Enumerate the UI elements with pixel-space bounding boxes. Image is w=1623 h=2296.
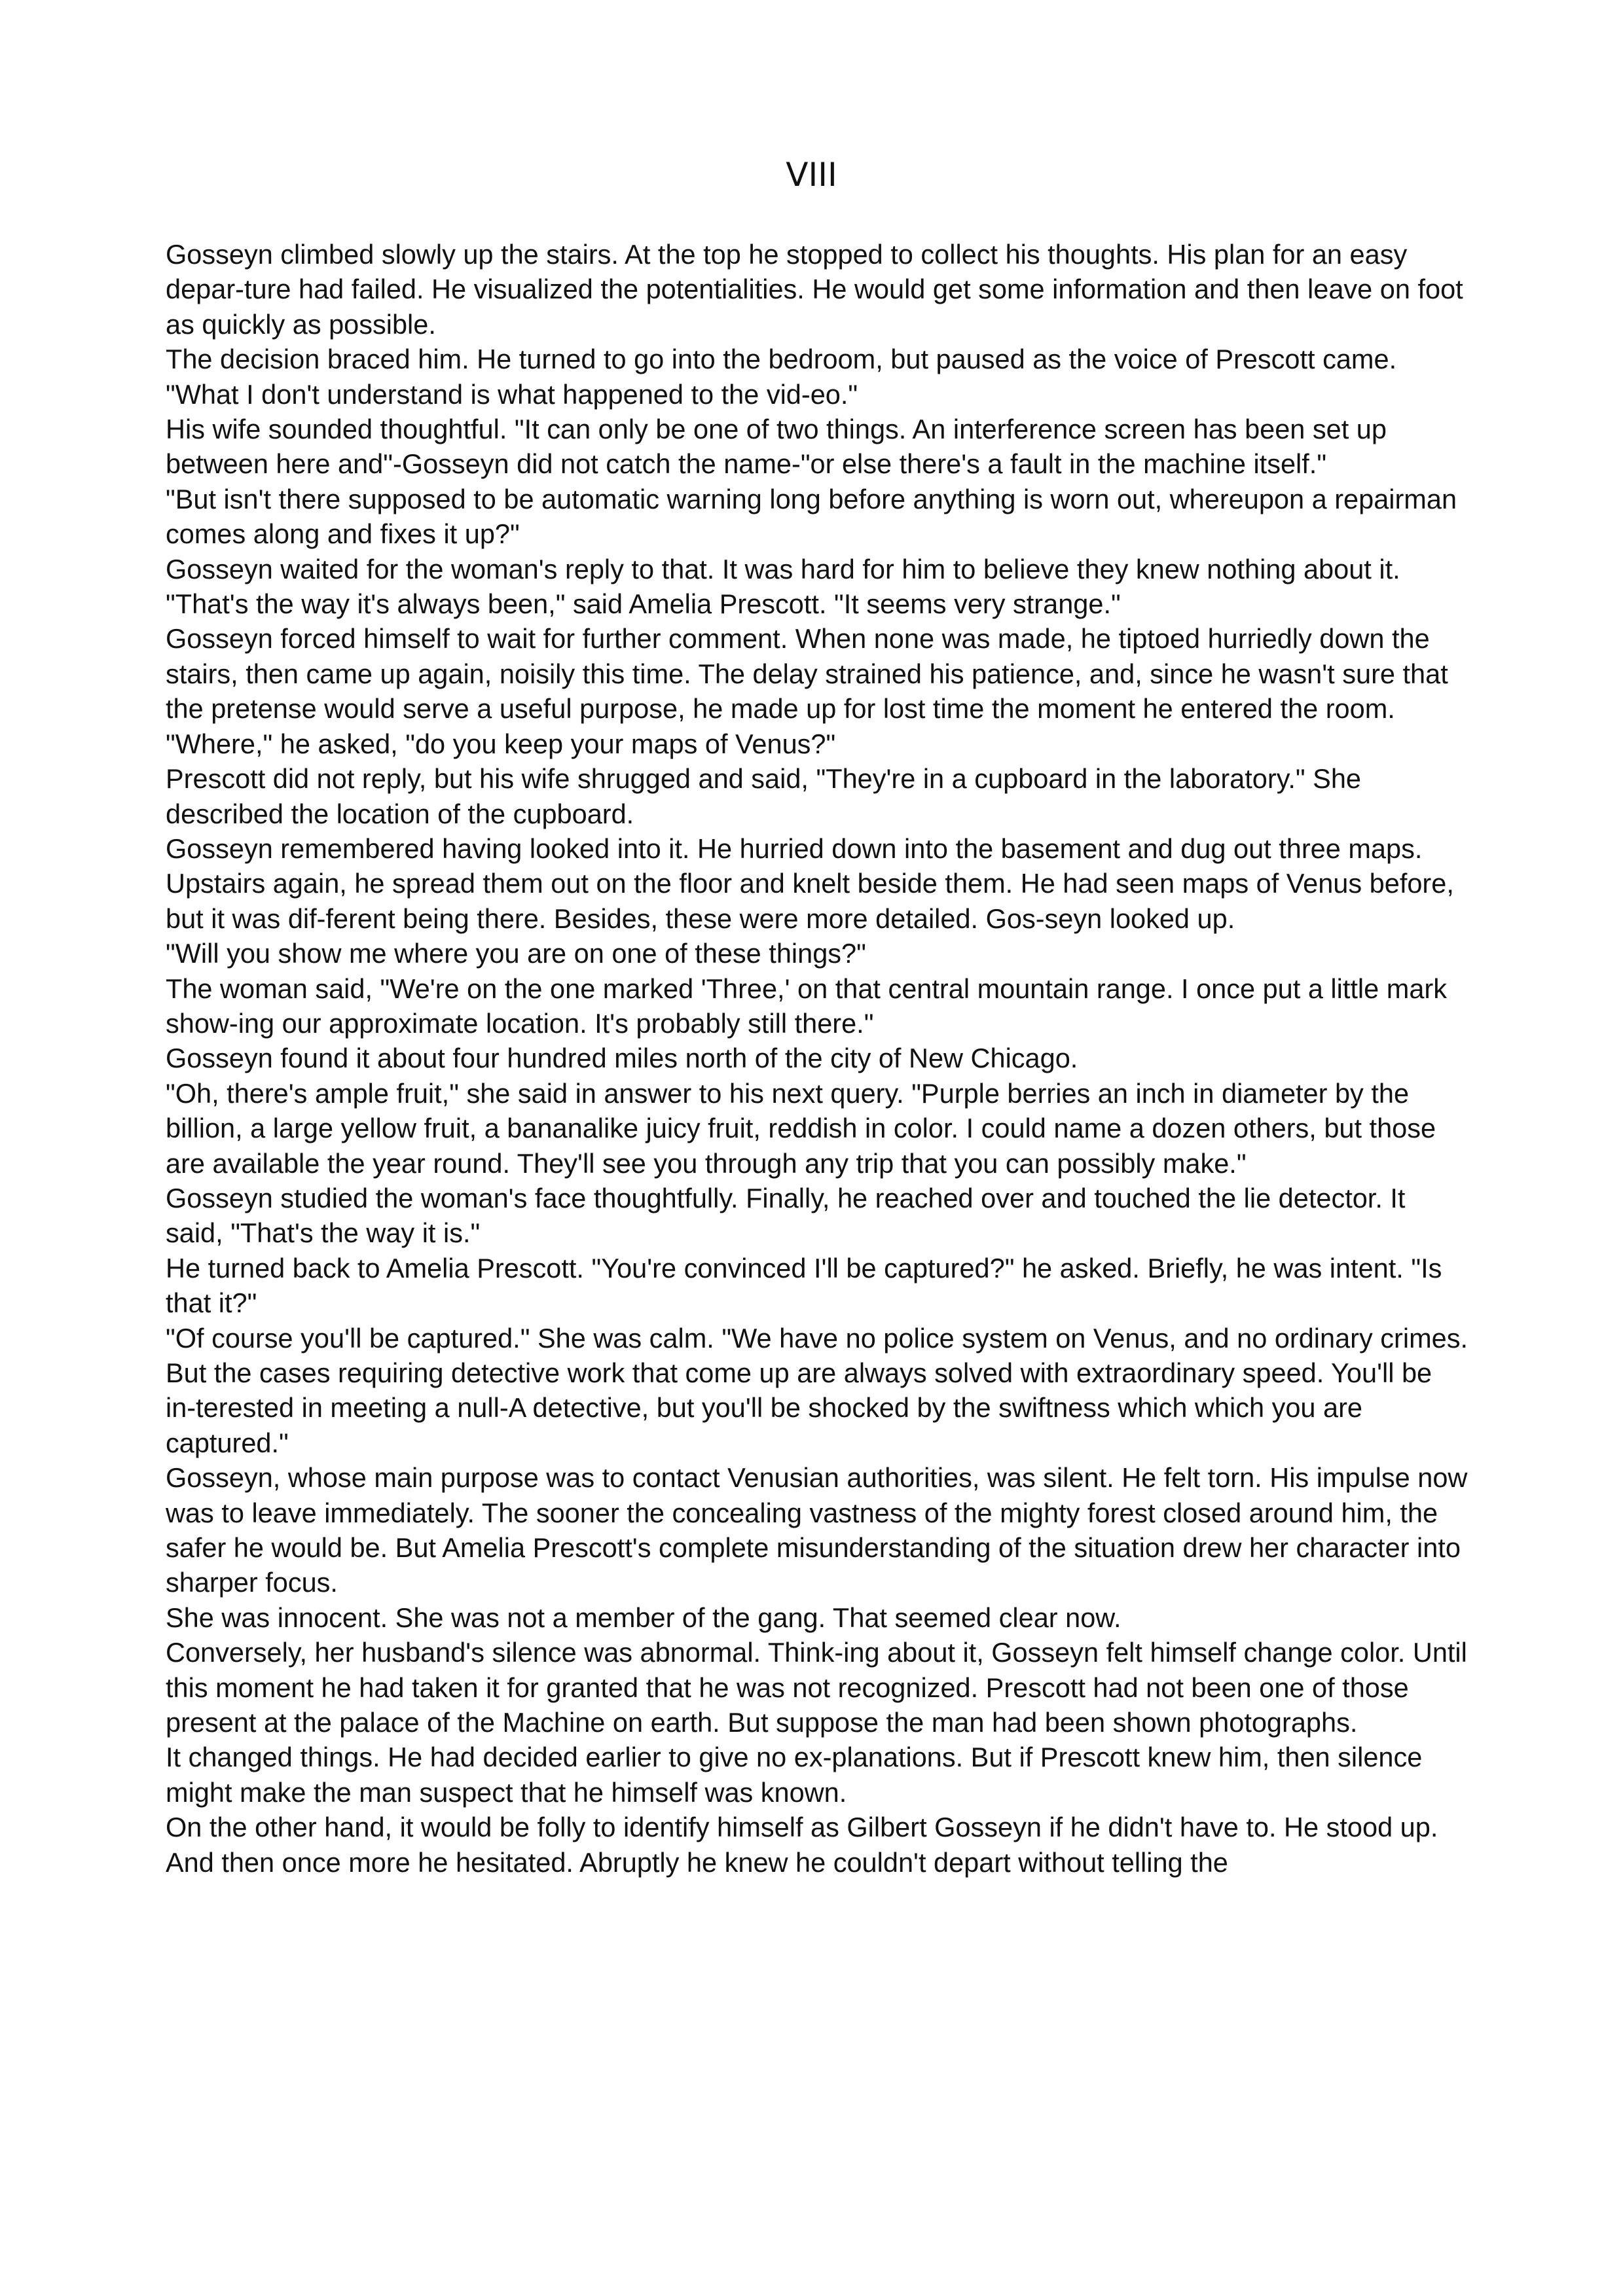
body-text — [166, 237, 1468, 1880]
paragraph: "That's the way it's always been," said Amelia Prescott. "It seems very strange." — [166, 588, 1121, 620]
paragraph: His wife sounded thoughtful. "It can only be one of two things. An interference screen has been set up between here and"-Gosseyn did not catch the name-"or else there's a fault in the machine itself." — [166, 414, 1387, 480]
paragraph: On the other hand, it would be folly to identify himself as Gilbert Gosseyn if he didn't have to. He stood up. And then once more he hesitated. Abruptly he knew he couldn't depart without telling the — [166, 1812, 1438, 1878]
paragraph: "Of course you'll be captured." She was calm. "We have no police system on Venus, and no ordinary crimes. But the cases requiring detective work that come up are always solved with extraordinary speed. You'll be in-terested in meeting a null-A detective, but you'll be shocked by the swiftness which which you are captured." — [166, 1322, 1468, 1458]
paragraph: He turned back to Amelia Prescott. "You're convinced I'll be captured?" he asked. Briefly, he was intent. "Is that it?" — [166, 1252, 1442, 1319]
paragraph: It changed things. He had decided earlier to give no ex-planations. But if Prescott knew him, then silence might make the man suspect that he himself was known. — [166, 1742, 1423, 1808]
paragraph: Gosseyn, whose main purpose was to contact Venusian authorities, was silent. He felt torn. His impulse now was to leave immediately. The sooner the concealing vastness of the mighty forest closed around him, the safer he would be. But Amelia Prescott's complete misunderstanding of the situation drew her character into sharper focus. — [166, 1462, 1468, 1598]
paragraph: "Oh, there's ample fruit," she said in answer to his next query. "Purple berries an inch in diameter by the billion, a large yellow fruit, a bananalike juicy fruit, reddish in color. I could name a dozen others, but those are available the year round. They'll see you through any trip that you can possibly make." — [166, 1077, 1436, 1179]
paragraph: "But isn't there supposed to be automatic warning long before anything is worn out, whereupon a repairman comes along and fixes it up?" — [166, 483, 1457, 550]
paragraph: Conversely, her husband's silence was abnormal. Think-ing about it, Gosseyn felt himself change color. Until this moment he had taken it for granted that he was not recognized. Prescott had not been one of those present at the palace of the Machine on earth. But suppose the man had been shown photographs. — [166, 1637, 1467, 1738]
chapter-heading: VIII — [786, 156, 837, 194]
paragraph: Gosseyn waited for the woman's reply to that. It was hard for him to believe they knew nothing about it. — [166, 553, 1400, 584]
paragraph: Prescott did not reply, but his wife shrugged and said, "They're in a cupboard in the laboratory." She described the location of the cupboard. — [166, 763, 1361, 829]
paragraph: Gosseyn forced himself to wait for further comment. When none was made, he tiptoed hurriedly down the stairs, then came up again, noisily this time. The delay strained his patience, and, since he wasn't sure that the pretense would serve a useful purpose, he made up for lost time the moment he entered the room. — [166, 623, 1448, 725]
paragraph: Gosseyn studied the woman's face thoughtfully. Finally, he reached over and touched the lie detector. It said, "That's the way it is." — [166, 1182, 1406, 1249]
paragraph: Gosseyn remembered having looked into it. He hurried down into the basement and dug out three maps. Upstairs again, he spread them out on the floor and knelt beside them. He had seen maps of Venus before, but it was dif-ferent being there. Besides, these were more detailed. Gos-seyn looked up. — [166, 833, 1454, 934]
paragraph: She was innocent. She was not a member of the gang. That seemed clear now. — [166, 1602, 1122, 1633]
paragraph: "Will you show me where you are on one of these things?" — [166, 938, 866, 969]
paragraph: The decision braced him. He turned to go into the bedroom, but paused as the voice of Prescott came. — [166, 344, 1397, 375]
paragraph: The woman said, "We're on the one marked 'Three,' on that central mountain range. I once put a little mark show-ing our approximate location. It's probably still there." — [166, 973, 1447, 1039]
paragraph: Gosseyn found it about four hundred miles north of the city of New Chicago. — [166, 1043, 1078, 1074]
paragraph: "Where," he asked, "do you keep your maps of Venus?" — [166, 728, 836, 759]
paragraph: "What I don't understand is what happened to the vid-eo." — [166, 378, 858, 410]
paragraph: Gosseyn climbed slowly up the stairs. At the top he stopped to collect his thoughts. His plan for an easy depar-ture had failed. He visualized the potentialities. He would get some information and then leave on foot as quickly as possible. — [166, 239, 1463, 340]
